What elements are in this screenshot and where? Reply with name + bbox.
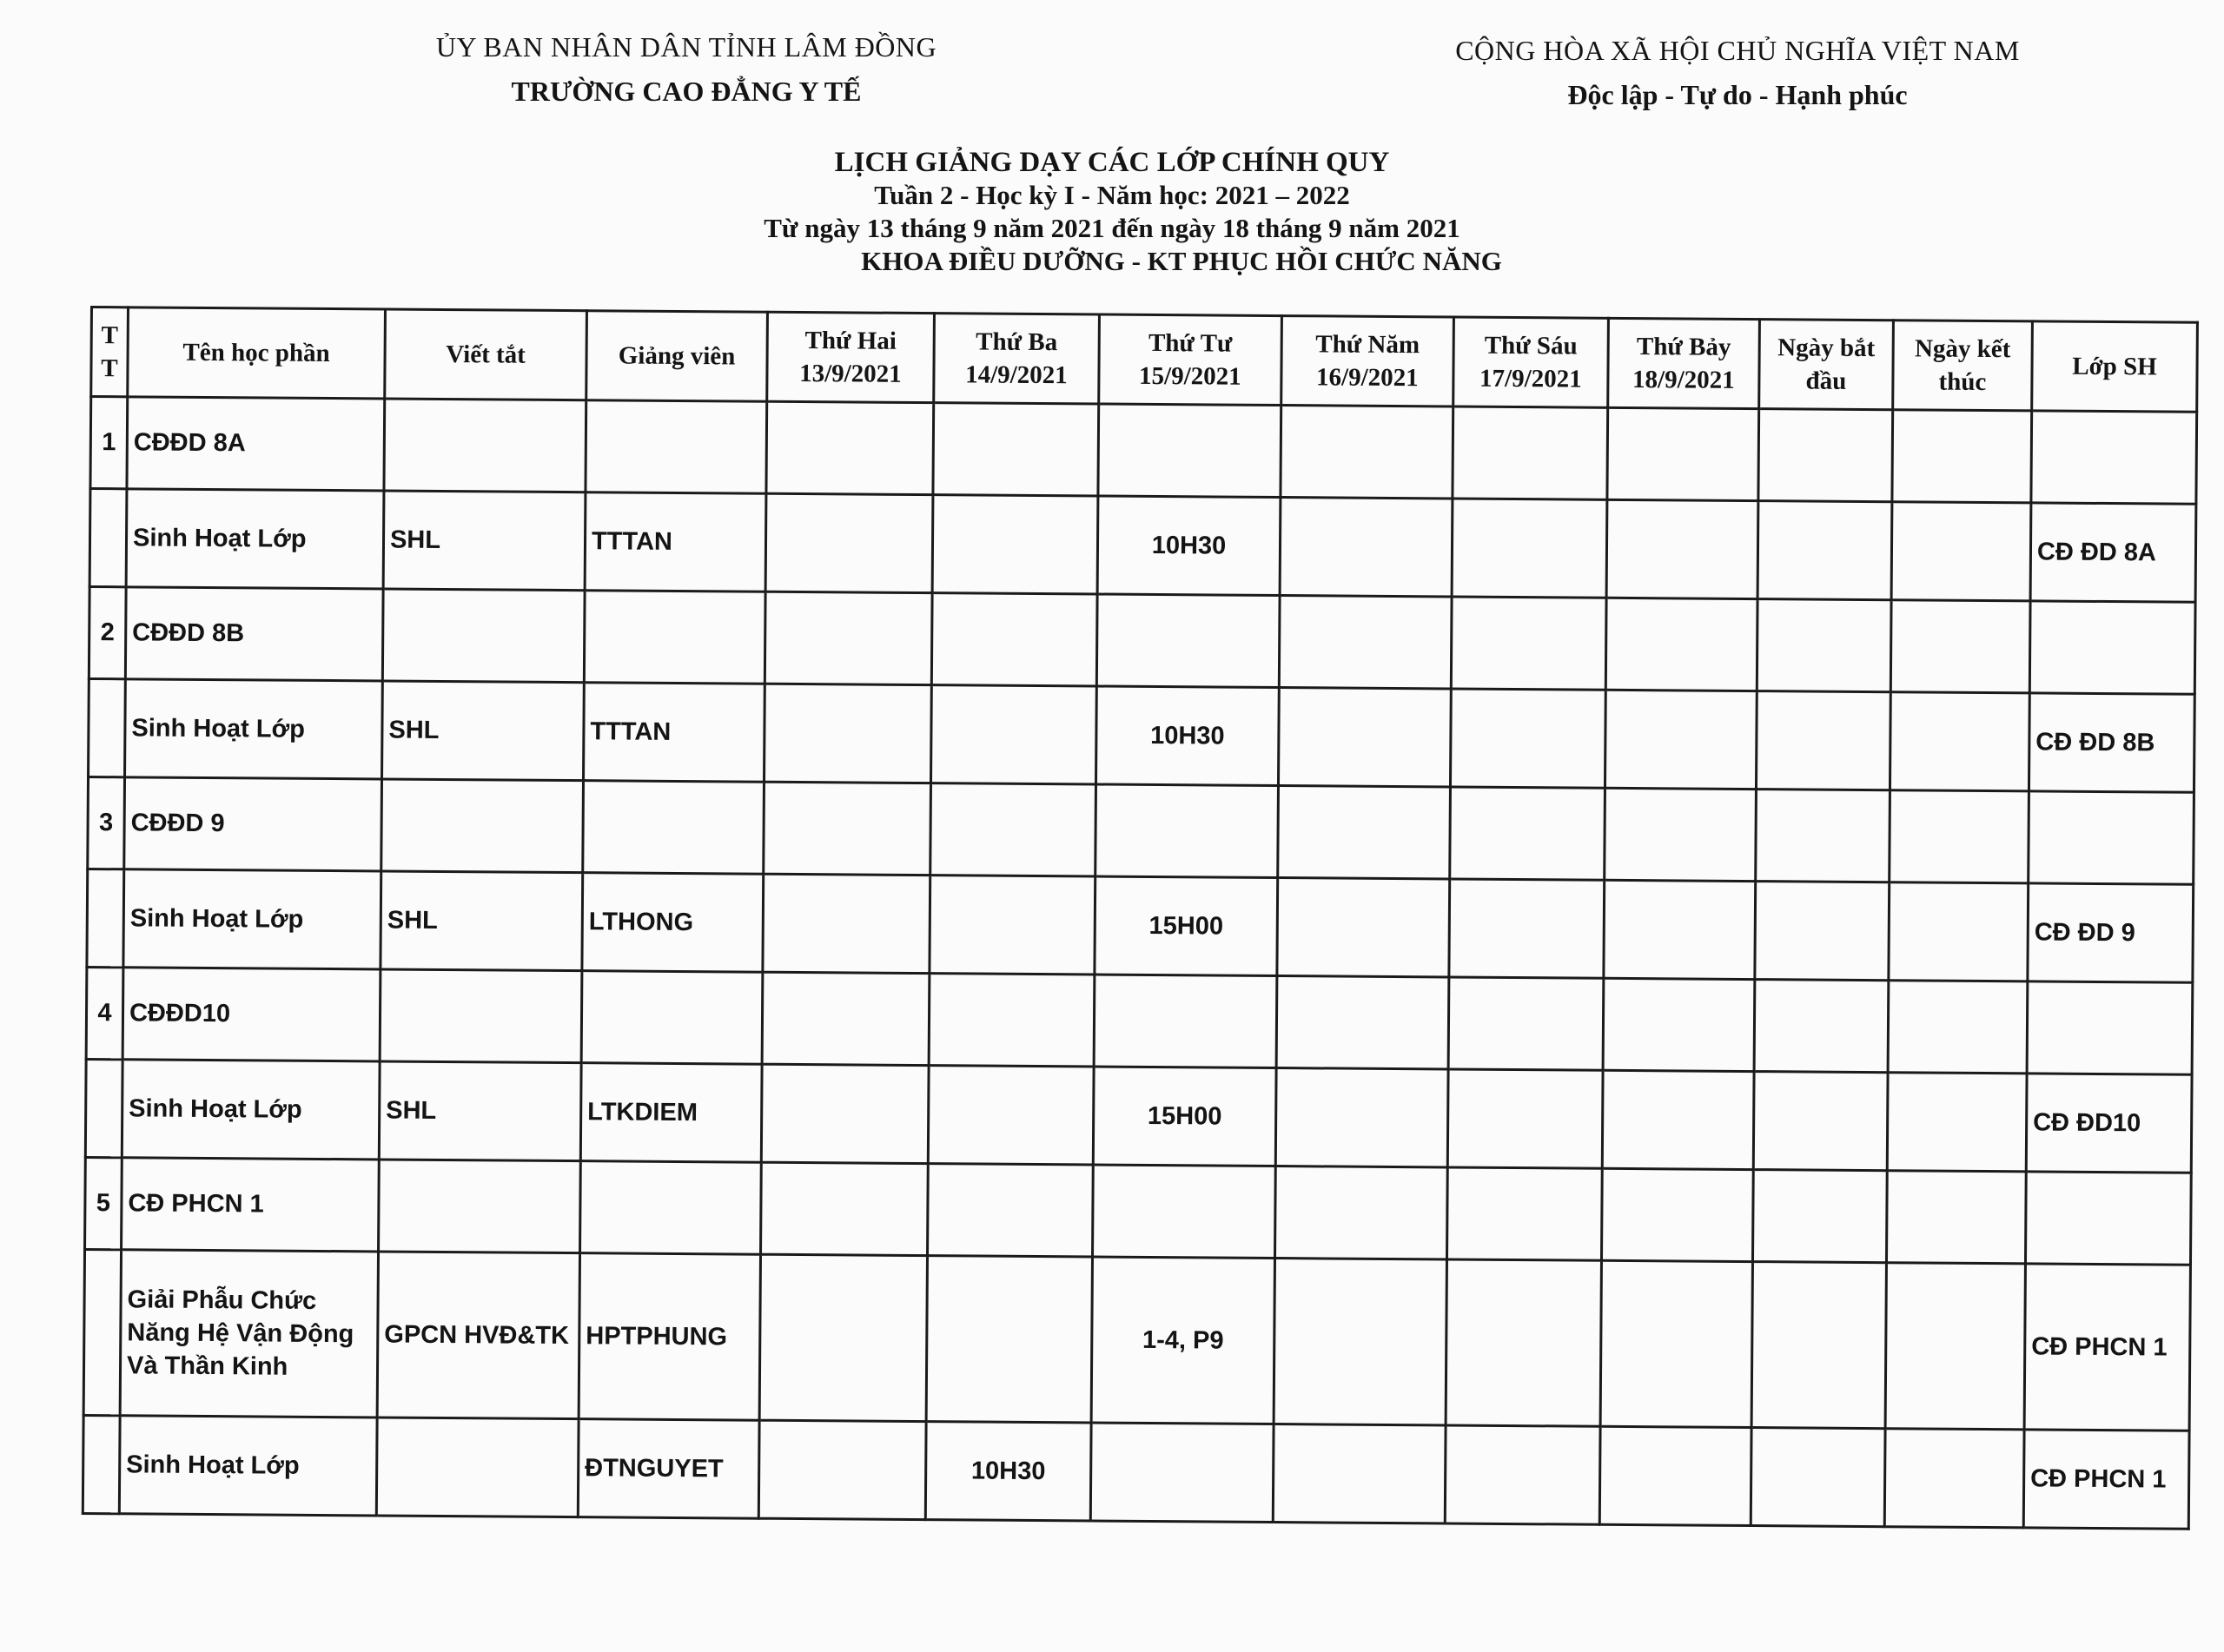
course-name: Sinh Hoạt Lớp: [119, 1416, 377, 1516]
teacher: TTTAN: [585, 492, 766, 592]
wednesday-slot: 15H00: [1093, 1067, 1276, 1166]
tuesday-slot: 10H30: [925, 1422, 1091, 1521]
teacher: ĐTNGUYET: [578, 1419, 759, 1519]
teacher: HPTPHUNG: [579, 1253, 760, 1421]
teacher: LTKDIEM: [580, 1063, 762, 1163]
national-header: [1355, 35, 2120, 111]
table-row: [85, 1059, 2192, 1173]
col-saturday: Thứ Bảy 18/9/2021: [1608, 318, 1760, 408]
national-motto-title: CỘNG HÒA XÃ HỘI CHỦ NGHĨA VIỆT NAM: [1455, 35, 2020, 66]
col-start-date: Ngày bắt đầu: [1759, 320, 1894, 410]
group-name: CĐ PHCN 1: [122, 1158, 380, 1252]
group-number: 1: [90, 397, 128, 489]
group-row: [90, 397, 2197, 505]
col-friday: Thứ Sáu 17/9/2021: [1453, 317, 1609, 407]
class-code: CĐ ĐD10: [2026, 1074, 2192, 1173]
col-thursday: Thứ Năm 16/9/2021: [1281, 316, 1454, 406]
col-abbr: Viết tắt: [385, 309, 587, 400]
wednesday-slot: 10H30: [1097, 496, 1281, 596]
teacher: TTTAN: [584, 683, 765, 783]
class-code: CĐ ĐD 9: [2028, 883, 2194, 982]
class-code: CĐ ĐD 8A: [2030, 503, 2196, 602]
teacher: LTHONG: [582, 873, 764, 973]
course-abbr: SHL: [381, 871, 583, 971]
school-name: TRƯỜNG CAO ĐẲNG Y TẾ: [511, 76, 862, 107]
org-header: [348, 31, 1025, 108]
course-name: Giải Phẫu Chức Năng Hệ Vận Động Và Thần Kinh: [120, 1250, 378, 1417]
course-name: Sinh Hoạt Lớp: [122, 1060, 380, 1160]
class-code: CĐ PHCN 1: [2023, 1430, 2189, 1529]
document-title: [0, 146, 2224, 278]
table-row: [83, 1415, 2189, 1529]
table-row: [83, 1249, 2190, 1431]
col-teacher: Giảng viên: [586, 311, 768, 402]
schedule-table: [82, 306, 2199, 1530]
col-end-date: Ngày kết thúc: [1893, 320, 2033, 411]
title-date-range: Từ ngày 13 tháng 9 năm 2021 đến ngày 18 tháng 9 năm 2021: [764, 213, 1460, 243]
table-row: [89, 678, 2195, 792]
group-name: CĐĐD 8B: [125, 587, 383, 681]
group-number: 5: [85, 1157, 122, 1249]
wednesday-slot: 10H30: [1095, 686, 1279, 786]
group-number: 2: [89, 587, 126, 679]
wednesday-slot: 1-4, P9: [1091, 1257, 1274, 1424]
col-course: Tên học phần: [128, 307, 386, 399]
class-code: CĐ PHCN 1: [2024, 1264, 2190, 1431]
group-row: [88, 776, 2194, 884]
course-abbr: [376, 1417, 579, 1517]
class-code: CĐ ĐD 8B: [2029, 693, 2194, 792]
org-name: ỦY BAN NHÂN DÂN TỈNH LÂM ĐỒNG: [435, 31, 937, 63]
course-abbr: SHL: [379, 1061, 581, 1161]
title-department: KHOA ĐIỀU DƯỠNG - KT PHỤC HỒI CHỨC NĂNG: [861, 246, 1502, 276]
course-name: Sinh Hoạt Lớp: [126, 489, 384, 589]
group-row: [86, 967, 2193, 1074]
group-number: 4: [86, 967, 123, 1059]
course-abbr: GPCN HVĐ&TK: [377, 1252, 579, 1419]
course-abbr: SHL: [382, 681, 585, 781]
table-row: [89, 489, 2196, 603]
group-name: CĐĐD 9: [124, 777, 382, 871]
title-main: LỊCH GIẢNG DẠY CÁC LỚP CHÍNH QUY: [834, 147, 1390, 178]
group-name: CĐĐD 8A: [127, 397, 385, 491]
col-monday: Thứ Hai 13/9/2021: [767, 312, 935, 402]
course-name: Sinh Hoạt Lớp: [123, 869, 381, 969]
table-row: [87, 869, 2194, 982]
course-abbr: SHL: [383, 491, 586, 591]
group-row: [89, 587, 2195, 695]
group-number: 3: [88, 776, 125, 869]
col-tuesday: Thứ Ba 14/9/2021: [934, 314, 1100, 404]
title-week: Tuần 2 - Học kỳ I - Năm học: 2021 – 2022: [874, 180, 1350, 210]
course-name: Sinh Hoạt Lớp: [125, 679, 383, 779]
national-motto: Độc lập - Tự do - Hạnh phúc: [1567, 79, 1908, 110]
wednesday-slot: 15H00: [1095, 876, 1278, 976]
table-header-row: [91, 307, 2198, 413]
col-wednesday: Thứ Tư 15/9/2021: [1099, 314, 1282, 406]
col-class: Lớp SH: [2032, 321, 2198, 412]
group-row: [85, 1157, 2192, 1265]
col-tt: T T: [91, 307, 129, 397]
group-name: CĐĐD10: [122, 968, 381, 1061]
